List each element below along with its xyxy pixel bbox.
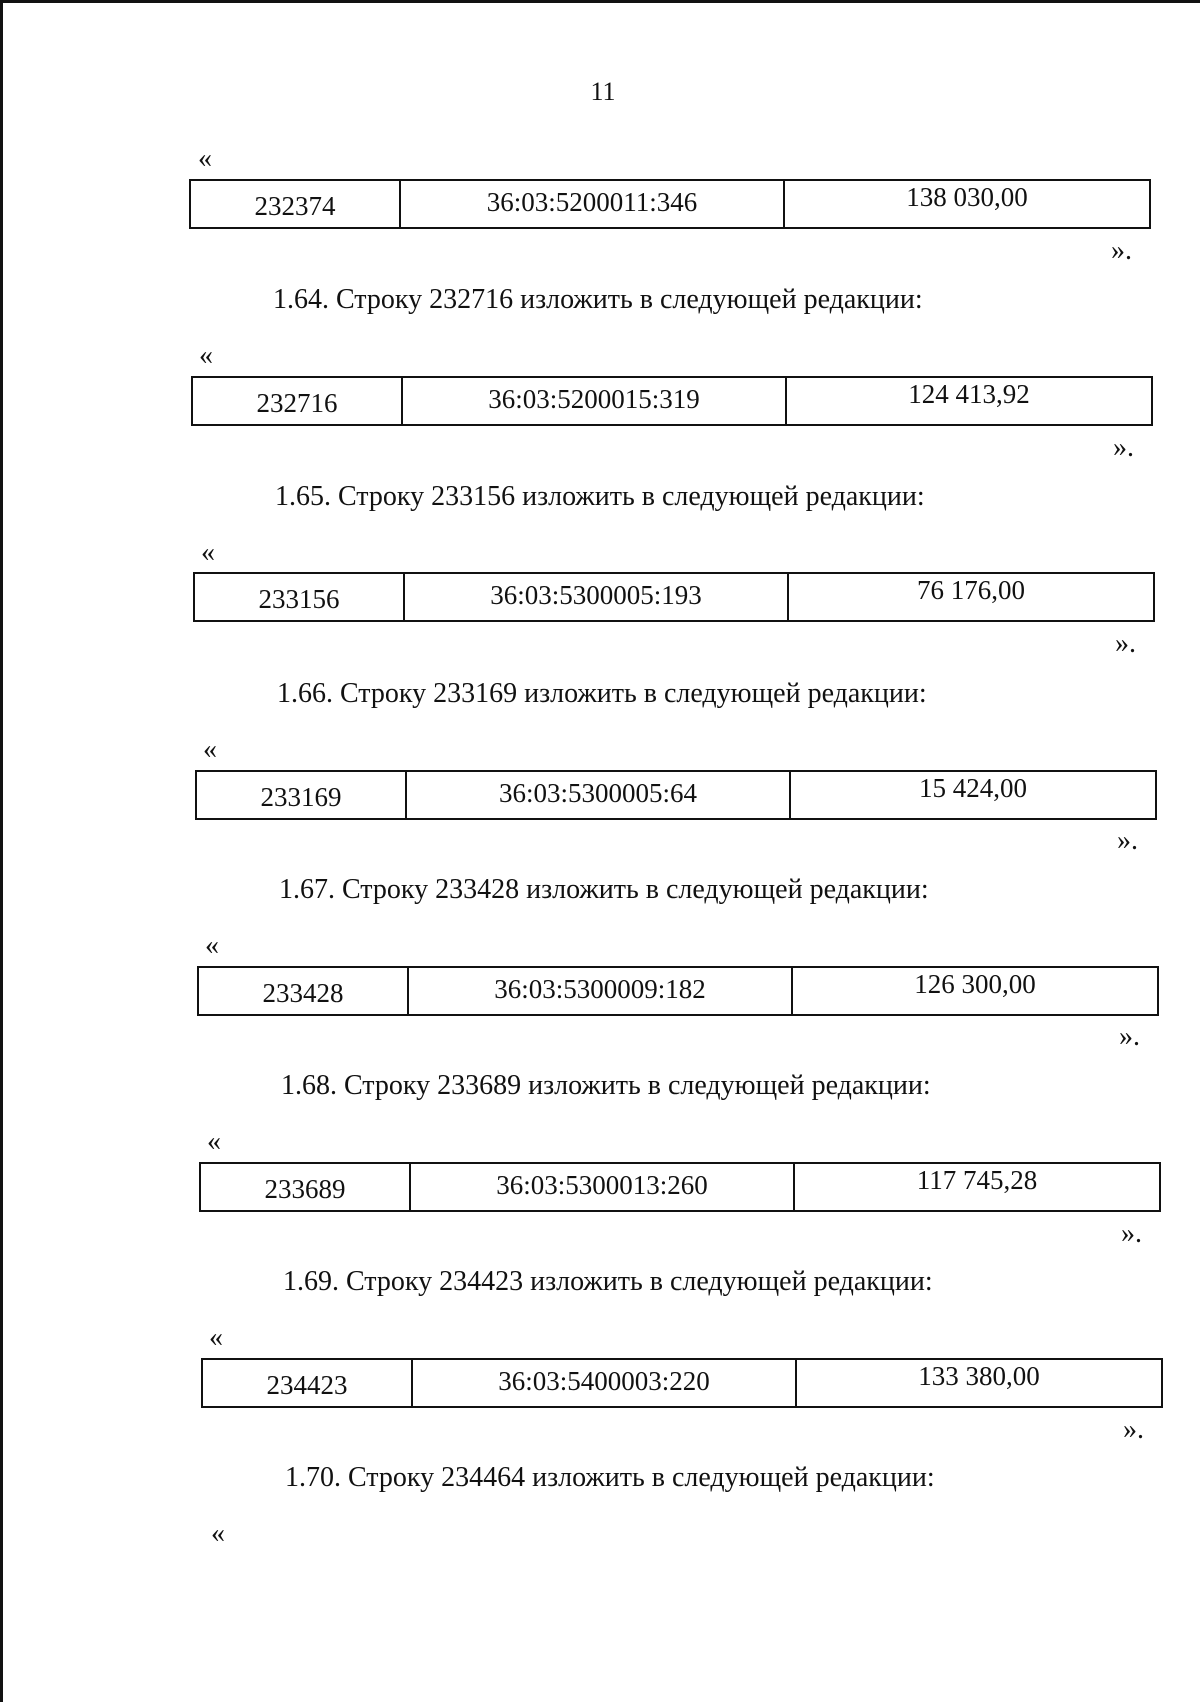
row-amount: 126 300,00	[914, 969, 1036, 999]
table-row	[197, 966, 1159, 1016]
amendment-heading: 1.66. Строку 233169 изложить в следующей редакции:	[277, 678, 927, 709]
row-cadastral-number: 36:03:5300005:193	[405, 574, 789, 620]
row-cadastral-number: 36:03:5300009:182	[409, 968, 793, 1014]
row-cadastral-number: 36:03:5200015:319	[403, 378, 787, 424]
quote-close: ».	[1121, 1218, 1142, 1249]
row-code: 232374	[191, 181, 401, 227]
amendment-heading: 1.69. Строку 234423 изложить в следующей редакции:	[283, 1266, 933, 1297]
row-amount: 117 745,28	[916, 1165, 1038, 1195]
row-code: 233689	[201, 1164, 411, 1210]
row-amount: 133 380,00	[918, 1361, 1040, 1391]
quote-open: «	[205, 930, 219, 961]
quote-close: ».	[1119, 1021, 1140, 1052]
quote-close: ».	[1113, 432, 1134, 463]
amendment-heading: 1.67. Строку 233428 изложить в следующей редакции:	[279, 874, 929, 905]
table-row	[195, 770, 1157, 820]
row-amount: 124 413,92	[908, 379, 1030, 409]
page-number: 11	[590, 77, 616, 106]
quote-open: «	[201, 537, 215, 568]
quote-open: «	[211, 1518, 225, 1549]
amendment-heading: 1.65. Строку 233156 изложить в следующей редакции:	[275, 481, 925, 512]
quote-close: ».	[1117, 825, 1138, 856]
row-code: 232716	[193, 378, 403, 424]
row-cadastral-number: 36:03:5200011:346	[401, 181, 785, 227]
amendment-heading: 1.64. Строку 232716 изложить в следующей редакции:	[273, 284, 923, 315]
quote-open: «	[199, 340, 213, 371]
amendment-heading: 1.68. Строку 233689 изложить в следующей редакции:	[281, 1070, 931, 1101]
quote-close: ».	[1111, 235, 1132, 266]
table-row	[201, 1358, 1163, 1408]
quote-close: ».	[1123, 1414, 1144, 1445]
table-row	[199, 1162, 1161, 1212]
row-amount: 76 176,00	[917, 575, 1025, 605]
quote-close: ».	[1115, 628, 1136, 659]
row-cadastral-number: 36:03:5300005:64	[407, 772, 791, 818]
table-row	[191, 376, 1153, 426]
row-code: 233156	[195, 574, 405, 620]
row-cadastral-number: 36:03:5300013:260	[411, 1164, 795, 1210]
row-code: 233428	[199, 968, 409, 1014]
quote-open: «	[209, 1322, 223, 1353]
table-row	[189, 179, 1151, 229]
amendment-heading: 1.70. Строку 234464 изложить в следующей редакции:	[285, 1462, 935, 1493]
row-cadastral-number: 36:03:5400003:220	[413, 1360, 797, 1406]
row-code: 234423	[203, 1360, 413, 1406]
table-row	[193, 572, 1155, 622]
quote-open: «	[207, 1126, 221, 1157]
quote-open: «	[203, 734, 217, 765]
quote-open: «	[198, 143, 212, 174]
row-amount: 138 030,00	[906, 182, 1028, 212]
row-code: 233169	[197, 772, 407, 818]
row-amount: 15 424,00	[919, 773, 1027, 803]
